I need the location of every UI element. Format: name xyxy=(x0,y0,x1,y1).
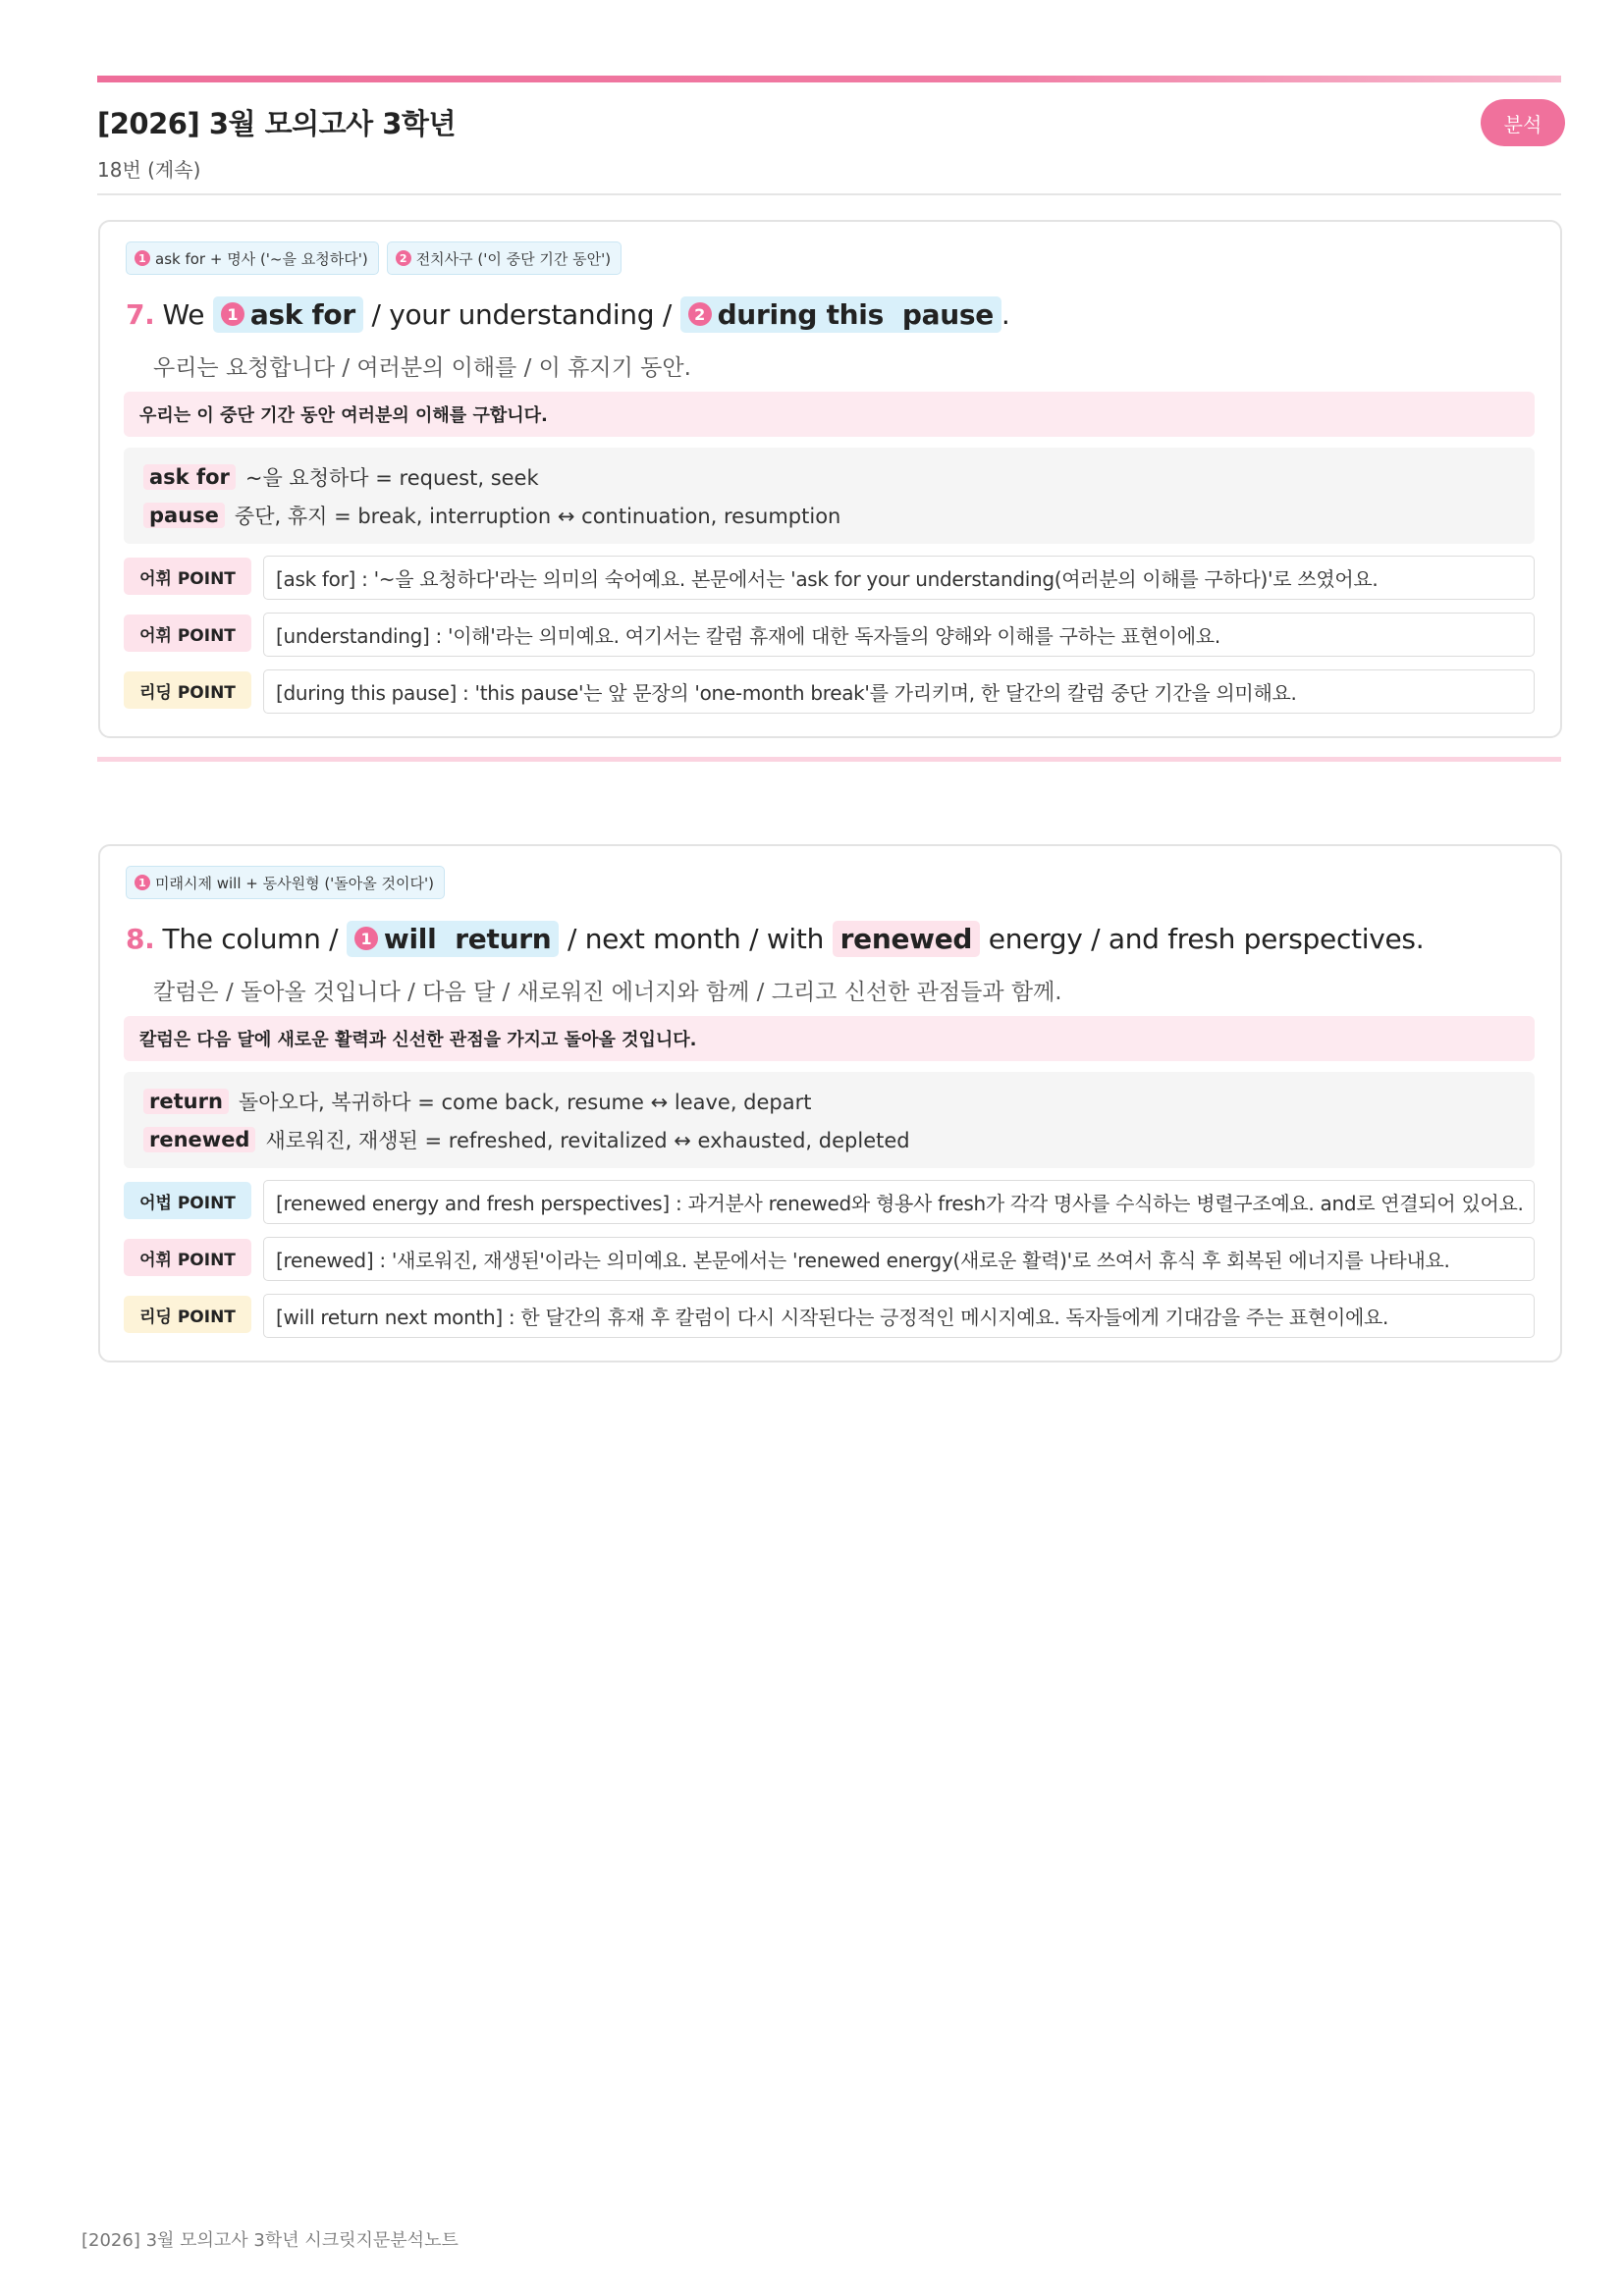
sentence-card-7 xyxy=(98,220,1562,738)
chunk-translation: 칼럼은 / 돌아올 것입니다 / 다음 달 / 새로워진 에너지와 함께 / 그리고 신선한 관점들과 함께. xyxy=(153,980,1062,1005)
point-label: 어휘 POINT xyxy=(124,558,251,595)
point-label: 리딩 POINT xyxy=(124,1296,251,1333)
grammar-tag xyxy=(126,866,445,899)
full-translation: 칼럼은 다음 달에 새로운 활력과 신선한 관점을 가지고 돌아올 것입니다. xyxy=(124,1016,1535,1061)
vocab-word: pause xyxy=(143,503,225,528)
point-label: 어휘 POINT xyxy=(124,1239,251,1276)
sentence-card-8 xyxy=(98,844,1562,1362)
point-text: [during this pause] : 'this pause'는 앞 문장의 'one-month break'를 가리키며, 한 달간의 칼럼 중단 기간을 의미해요. xyxy=(263,669,1535,714)
point-text: [renewed energy and fresh perspectives] : 과거분사 renewed와 형용사 fresh가 각각 명사를 수식하는 병렬구조예요. and로 연결되어 있어요. xyxy=(263,1180,1535,1224)
number-badge-icon: 1 xyxy=(221,302,244,326)
analysis-badge[interactable]: 분석 xyxy=(1481,99,1565,146)
number-badge-icon: 2 xyxy=(688,302,712,326)
point-row xyxy=(124,1294,1535,1338)
section-divider xyxy=(97,757,1561,762)
number-badge-icon: 1 xyxy=(135,875,150,890)
number-badge-icon: 2 xyxy=(396,250,411,266)
point-label: 리딩 POINT xyxy=(124,671,251,709)
sentence-text: energy / and fresh perspectives. xyxy=(980,922,1425,955)
vocab-word: renewed xyxy=(143,1127,255,1152)
sentence-text: . xyxy=(1001,297,1010,331)
vocab-meaning: 중단, 휴지 = break, interruption ↔ continuation, resumption xyxy=(234,504,841,528)
english-sentence xyxy=(126,293,1010,336)
english-sentence xyxy=(126,917,1424,960)
number-badge-icon: 1 xyxy=(135,250,150,266)
sentence-number: 8. xyxy=(126,922,155,955)
highlight-phrase: 1 ask for xyxy=(213,296,363,333)
grammar-tags xyxy=(126,241,622,275)
point-row xyxy=(124,613,1535,657)
page-subtitle: 18번 (계속) xyxy=(97,158,201,182)
point-text: [ask for] : '~을 요청하다'라는 의미의 숙어예요. 본문에서는 'ask for your understanding(여러분의 이해를 구하다)'로 쓰였어요. xyxy=(263,556,1535,600)
point-row xyxy=(124,669,1535,714)
vocab-row xyxy=(143,457,1515,496)
point-row xyxy=(124,1237,1535,1281)
vocab-box xyxy=(124,448,1535,544)
sentence-number: 7. xyxy=(126,297,155,331)
vocab-word: return xyxy=(143,1089,229,1114)
grammar-tag xyxy=(387,241,622,275)
vocab-box xyxy=(124,1072,1535,1168)
grammar-tags xyxy=(126,866,445,899)
full-translation: 우리는 이 중단 기간 동안 여러분의 이해를 구합니다. xyxy=(124,392,1535,437)
grammar-tag-label: 전치사구 ('이 중단 기간 동안') xyxy=(415,249,612,268)
chunk-translation: 우리는 요청합니다 / 여러분의 이해를 / 이 휴지기 동안. xyxy=(153,355,691,381)
vocab-meaning: 돌아오다, 복귀하다 = come back, resume ↔ leave, depart xyxy=(238,1090,812,1114)
point-row xyxy=(124,556,1535,600)
sentence-text: We xyxy=(162,297,205,331)
sentence-text: / next month / with xyxy=(559,922,833,955)
vocab-row xyxy=(143,1082,1515,1120)
number-badge-icon: 1 xyxy=(354,927,378,950)
page-title: [2026] 3월 모의고사 3학년 xyxy=(97,107,456,140)
top-accent-bar xyxy=(97,76,1561,82)
point-text: [will return next month] : 한 달간의 휴재 후 칼럼이 다시 시작된다는 긍정적인 메시지예요. 독자들에게 기대감을 주는 표현이에요. xyxy=(263,1294,1535,1338)
page-footer: [2026] 3월 모의고사 3학년 시크릿지문분석노트 xyxy=(81,2230,459,2251)
highlight-phrase: renewed xyxy=(833,921,981,957)
highlight-phrase: 1 will return xyxy=(347,921,559,957)
highlight-phrase: 2 during this pause xyxy=(680,296,1001,333)
point-label: 어휘 POINT xyxy=(124,614,251,652)
point-label: 어법 POINT xyxy=(124,1182,251,1219)
grammar-tag xyxy=(126,241,379,275)
sentence-text: / your understanding / xyxy=(362,297,680,331)
header-divider xyxy=(97,193,1561,195)
point-text: [renewed] : '새로워진, 재생된'이라는 의미예요. 본문에서는 'renewed energy(새로운 활력)'로 쓰여서 휴식 후 회복된 에너지를 나타내요. xyxy=(263,1237,1535,1281)
grammar-tag-label: 미래시제 will + 동사원형 ('돌아올 것이다') xyxy=(155,874,434,892)
vocab-word: ask for xyxy=(143,464,236,490)
grammar-tag-label: ask for + 명사 ('~을 요청하다') xyxy=(155,249,368,268)
vocab-row xyxy=(143,1120,1515,1158)
point-text: [understanding] : '이해'라는 의미예요. 여기서는 칼럼 휴재에 대한 독자들의 양해와 이해를 구하는 표현이에요. xyxy=(263,613,1535,657)
vocab-meaning: ~을 요청하다 = request, seek xyxy=(244,465,539,490)
vocab-row xyxy=(143,496,1515,534)
sentence-text: The column / xyxy=(162,922,347,955)
point-row xyxy=(124,1180,1535,1224)
vocab-meaning: 새로워진, 재생된 = refreshed, revitalized ↔ exhausted, depleted xyxy=(265,1128,910,1152)
